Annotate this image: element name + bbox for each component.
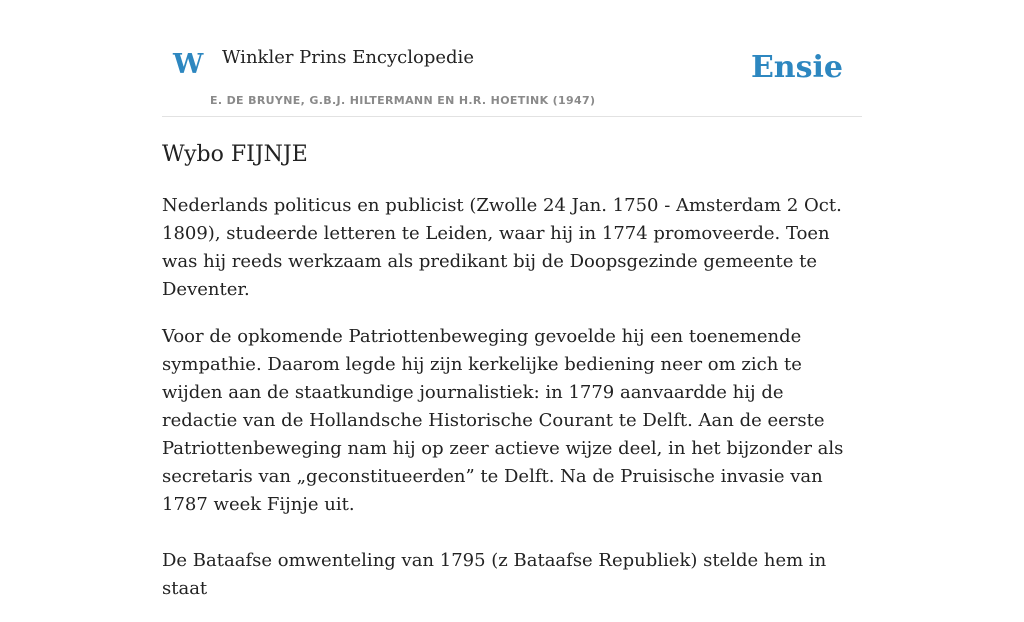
entry-paragraph: De Bataafse omwenteling van 1795 (z Bataafse Republiek) stelde hem in staat (162, 550, 827, 599)
winkler-prins-logo[interactable]: W (173, 49, 204, 80)
source-header (162, 40, 862, 117)
source-authors: E. DE BRUYNE, G.B.J. HILTERMANN EN H.R. HOETINK (1947) (210, 94, 596, 107)
entry-title: Wybo FIJNJE (162, 142, 308, 167)
entry-content (162, 138, 862, 622)
entry-paragraph: Nederlands politicus en publicist (Zwolle 24 Jan. 1750 - Amsterdam 2 Oct. 1809), studeerde letteren te Leiden, waar hij in 1774 promoveerde. Toen was hij reeds werkzaam als predikant bij de Doopsgezinde gemeente te Deventer. (162, 195, 842, 300)
entry-paragraph: Voor de opkomende Patriottenbeweging gevoelde hij een toenemende sympathie. Daarom legde hij zijn kerkelijke bediening neer om zich te wijden aan de staatkundige journalistiek: in 1779 aanvaardde hij de redactie van de Hollandsche Historische Courant te Delft. Aan de eerste Patriottenbeweging nam hij op zeer actieve wijze deel, in het bijzonder als secretaris van „geconstitueerden” te Delft. Na de Pruisische invasie van 1787 week Fijnje uit. (162, 326, 844, 515)
ensie-logo[interactable]: Ensie (750, 50, 843, 85)
source-title[interactable]: Winkler Prins Encyclopedie (222, 47, 474, 68)
